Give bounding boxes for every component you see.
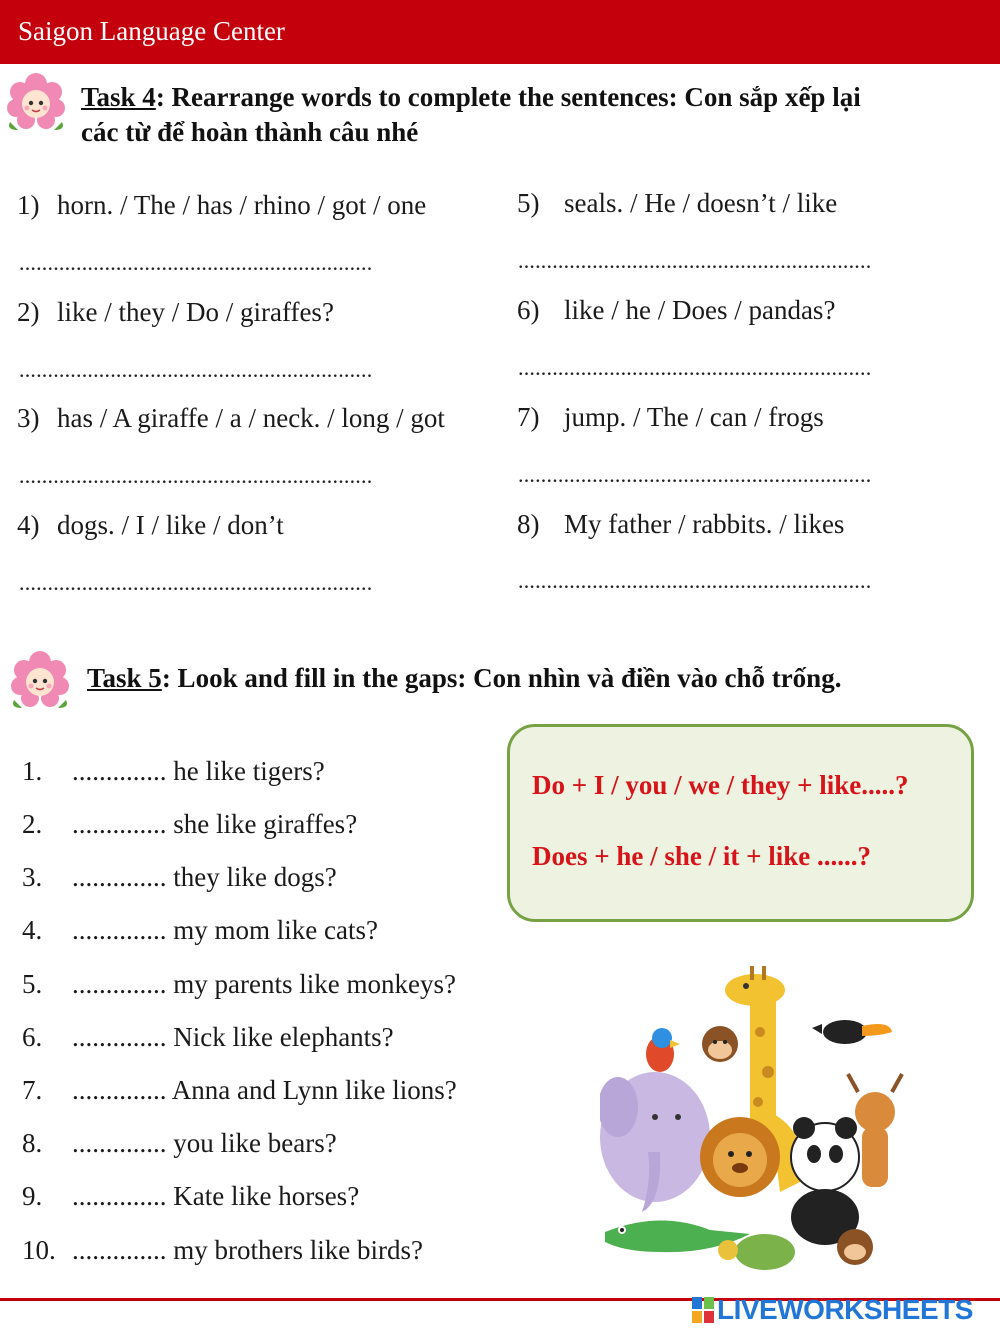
gap-item-1: 1. .............. he like tigers?	[22, 756, 325, 786]
gap-blank[interactable]: ..............	[72, 1128, 167, 1158]
task5-label: Task 5	[87, 663, 162, 693]
gap-blank[interactable]: ..............	[72, 969, 167, 999]
gap-blank[interactable]: ..............	[72, 915, 167, 945]
answer-line-4[interactable]: ..............................................................	[19, 570, 373, 595]
gap-blank[interactable]: ..............	[72, 1075, 167, 1105]
gap-item-2: 2. .............. she like giraffes?	[22, 809, 358, 839]
gap-blank[interactable]: ..............	[72, 862, 167, 892]
rearrange-item-6: 6) like / he / Does / pandas?	[517, 295, 836, 325]
rearrange-item-2: 2) like / they / Do / giraffes?	[17, 297, 334, 327]
gap-blank[interactable]: ..............	[72, 1181, 167, 1211]
answer-line-1[interactable]: ..............................................................	[19, 250, 373, 275]
task4-title-text: : Rearrange words to complete the sentences: Con sắp xếp lại	[155, 82, 861, 112]
task5-title	[87, 661, 841, 696]
rearrange-item-5: 5) seals. / He / doesn’t / like	[517, 188, 838, 218]
liveworksheets-brand: LIVEWORKSHEETS	[717, 1294, 973, 1325]
answer-line-8[interactable]: ..............................................................	[518, 568, 872, 593]
rule-do: Do + I / you / we / they + like.....?	[532, 770, 909, 800]
flower-girl-icon	[4, 70, 68, 134]
rearrange-item-7: 7) jump. / The / can / frogs	[517, 402, 824, 432]
liveworksheets-logo-icon	[692, 1297, 714, 1323]
gap-item-7: 7. .............. Anna and Lynn like lions?	[22, 1075, 457, 1105]
gap-item-3: 3. .............. they like dogs?	[22, 862, 337, 892]
answer-line-7[interactable]: ..............................................................	[518, 462, 872, 487]
rearrange-item-8: 8) My father / rabbits. / likes	[517, 509, 845, 539]
header-bar	[0, 0, 1000, 64]
grammar-rule-box	[507, 724, 974, 922]
gap-item-5: 5. .............. my parents like monkeys?	[22, 969, 456, 999]
gap-item-10: 10. .............. my brothers like birds?	[22, 1235, 423, 1265]
gap-blank[interactable]: ..............	[72, 809, 167, 839]
rearrange-item-1: 1) horn. / The / has / rhino / got / one	[17, 190, 427, 220]
zoo-animals-illustration	[600, 962, 920, 1282]
gap-item-9: 9. .............. Kate like horses?	[22, 1181, 360, 1211]
rule-does: Does + he / she / it + like ......?	[532, 841, 872, 871]
gap-blank[interactable]: ..............	[72, 756, 167, 786]
rearrange-item-4: 4) dogs. / I / like / don’t	[17, 510, 284, 540]
gap-item-8: 8. .............. you like bears?	[22, 1128, 337, 1158]
task5-title-text: : Look and fill in the gaps: Con nhìn và điền vào chỗ trống.	[161, 663, 842, 693]
gap-blank[interactable]: ..............	[72, 1235, 167, 1265]
answer-line-3[interactable]: ..............................................................	[19, 463, 373, 488]
gap-item-6: 6. .............. Nick like elephants?	[22, 1022, 394, 1052]
task4-title	[81, 80, 861, 115]
header-title: Saigon Language Center	[18, 16, 285, 46]
answer-line-6[interactable]: ..............................................................	[518, 355, 872, 380]
answer-line-2[interactable]: ..............................................................	[19, 357, 373, 382]
answer-line-5[interactable]: ..............................................................	[518, 248, 872, 273]
gap-item-4: 4. .............. my mom like cats?	[22, 915, 378, 945]
gap-blank[interactable]: ..............	[72, 1022, 167, 1052]
flower-girl-icon	[8, 648, 72, 712]
rearrange-item-3: 3) has / A giraffe / a / neck. / long / got	[17, 403, 445, 433]
task4-label: Task 4	[81, 82, 156, 112]
task4-title-line2: các từ để hoàn thành câu nhé	[81, 117, 419, 147]
liveworksheets-logo[interactable]	[692, 1292, 973, 1328]
